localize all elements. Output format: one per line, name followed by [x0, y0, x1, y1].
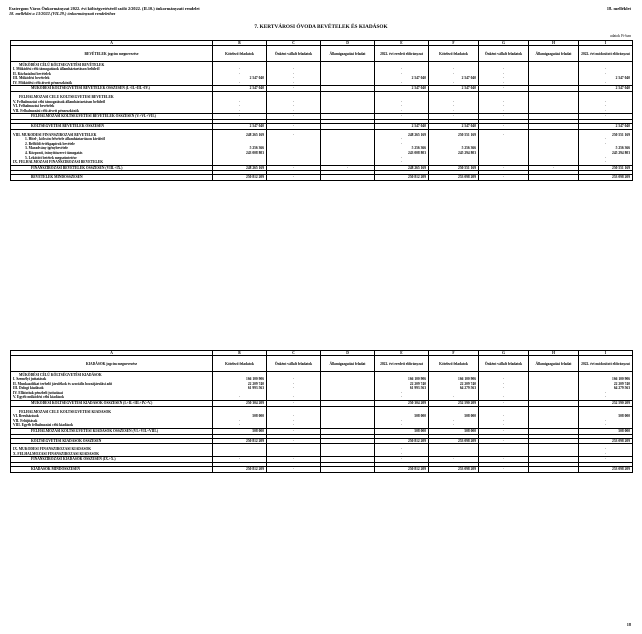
cell-value: - [375, 391, 429, 396]
cell-value: 2 547 040 [213, 86, 267, 92]
header-line-1: Esztergom Város Önkormányzat 2022. évi költségvetéséről szóló 2/2022. (II.10.) önkormányzati rendelet [9, 6, 200, 11]
column-letter: H [529, 41, 579, 46]
cell-value: - [429, 423, 479, 428]
cell-value: - [267, 175, 321, 181]
cell-value: - [267, 457, 321, 463]
row-label: KÖLTSÉGVETÉSI BEVÉTELEK ÖSSZESEN [11, 123, 213, 129]
cell-value: - [579, 67, 633, 72]
cell-value: - [479, 104, 529, 109]
row-label: MŰKÖDÉSI KÖLTSÉGVETÉSI BEVÉTELEK ÖSSZESEN (I.+II.+III.+IV.) [11, 86, 213, 92]
row-label: FELHALMOZÁSI KÖLTSÉGVETÉSI KIADÁSOK ÖSSZESEN (VI.+VII.+VIII.) [11, 428, 213, 434]
cell-value [529, 175, 579, 181]
cell-value: 22 209 740 [429, 382, 479, 387]
row-label: II. Közhatalmi bevételek [11, 72, 213, 77]
cell-value: - [213, 104, 267, 109]
cell-value: - [375, 81, 429, 86]
cell-value: - [579, 81, 633, 86]
cell-value: - [267, 67, 321, 72]
cell-value: 250 812 209 [213, 438, 267, 444]
cell-value: - [429, 419, 479, 424]
row-label: FINANSZÍROZÁSI KIADÁSOK ÖSSZESEN (IX.+X.) [11, 457, 213, 463]
cell-value: - [267, 76, 321, 81]
cell-value: - [579, 395, 633, 400]
cell-value: 253 098 209 [579, 175, 633, 181]
income-table [10, 40, 633, 181]
cell-value: 2 547 040 [579, 76, 633, 81]
cell-value: 508 000 [375, 414, 429, 419]
row-label: FINANSZÍROZÁSI BEVÉTELEK ÖSSZESEN (VIII.+IX.) [11, 165, 213, 171]
column-header: Kötelező feladatok [213, 46, 267, 62]
column-header: BEVÉTELEK jogcím megnevezése [11, 46, 213, 62]
cell-value: 2 547 040 [375, 76, 429, 81]
unit-label: adatok Ft-ban [610, 34, 631, 38]
cell-value: - [267, 165, 321, 171]
cell-value: - [375, 395, 429, 400]
row-label: 1. Hitel-, kölcsön felvétele államháztartáson kívülről [11, 137, 213, 142]
cell-value: - [579, 72, 633, 77]
cell-value: - [429, 100, 479, 105]
cell-value: - [579, 457, 633, 463]
row-label: VIII. Egyéb felhalmozási célú kiadások [11, 423, 213, 428]
cell-value: - [375, 109, 429, 114]
cell-value: - [267, 386, 321, 391]
cell-value: 250 551 169 [579, 133, 633, 138]
column-header-row [11, 46, 633, 62]
cell-value: - [479, 86, 529, 92]
cell-value: 250 304 209 [375, 400, 429, 406]
cell-value: - [267, 400, 321, 406]
cell-value: 248 265 169 [375, 133, 429, 138]
cell-value: - [529, 165, 579, 171]
cell-value: - [429, 114, 479, 120]
cell-value: - [267, 86, 321, 92]
cell-value: - [579, 156, 633, 161]
column-header: Kötelező feladatok [429, 46, 479, 62]
row-label: FELHALMOZÁSI CÉLÚ KÖLTSÉGVETÉSI BEVÉTELEK [11, 95, 213, 100]
cell-value: - [375, 114, 429, 120]
column-letter: G [479, 41, 529, 46]
cell-value: - [213, 457, 267, 463]
cell-value: - [479, 377, 529, 382]
cell-value: - [267, 377, 321, 382]
cell-value: - [579, 142, 633, 147]
cell-value: 250 812 209 [213, 175, 267, 181]
cell-value: 22 209 740 [213, 382, 267, 387]
cell-value: - [479, 100, 529, 105]
cell-value: 252 590 209 [429, 400, 479, 406]
row-label: VIII. MŰKÖDÉSI FINANSZÍROZÁSI BEVÉTELEK [11, 133, 213, 138]
row-label: III. Működési bevételek [11, 76, 213, 81]
cell-value: - [579, 391, 633, 396]
expense-table [10, 350, 633, 473]
column-letter: I [579, 351, 633, 356]
column-header: Kötelező feladatok [213, 356, 267, 372]
cell-value: - [479, 72, 529, 77]
column-letter: I [579, 41, 633, 46]
cell-value: - [479, 428, 529, 434]
cell-value: - [267, 104, 321, 109]
row-label: IX. MŰKÖDÉSI FINANSZÍROZÁSI KIADÁSOK [11, 447, 213, 452]
column-header: 2022. évi eredeti előirányzat [375, 356, 429, 372]
row-label: 2. Belföldi értékpapírok bevétele [11, 142, 213, 147]
column-header: 2022. évi eredeti előirányzat [375, 46, 429, 62]
cell-value: - [479, 382, 529, 387]
cell-value: - [479, 67, 529, 72]
cell-value: - [267, 438, 321, 444]
cell-value: 2 547 040 [579, 123, 633, 129]
column-letter: A [11, 351, 213, 356]
column-header: Államigazgatási feladat [529, 356, 579, 372]
cell-value: 2 547 040 [429, 86, 479, 92]
column-letter: H [529, 351, 579, 356]
cell-value: 248 265 169 [375, 165, 429, 171]
cell-value: - [579, 137, 633, 142]
row-label: KÖLTSÉGVETÉSI KIADÁSOK ÖSSZESEN [11, 438, 213, 444]
row-label: V. Egyéb működési célú kiadások [11, 395, 213, 400]
cell-value: - [375, 419, 429, 424]
row-label: KIADÁSOK MINDÖSSZESEN [11, 466, 213, 472]
cell-value: - [479, 395, 529, 400]
table-row [11, 175, 633, 181]
cell-value: 243 008 803 [213, 151, 267, 156]
cell-value: - [479, 414, 529, 419]
row-label: VII. Felújítások [11, 419, 213, 424]
column-header: 2022. évi módosított előirányzat [579, 46, 633, 62]
cell-value: - [579, 160, 633, 165]
cell-value: 508 000 [579, 428, 633, 434]
cell-value: - [267, 419, 321, 424]
appendix-ref: 18. melléklet [606, 6, 631, 11]
column-header: Államigazgatási feladat [529, 46, 579, 62]
cell-value: 5 256 366 [579, 146, 633, 151]
cell-value: 61 993 563 [375, 386, 429, 391]
cell-value: - [479, 466, 529, 472]
column-letter: E [375, 351, 429, 356]
cell-value: 2 547 040 [375, 86, 429, 92]
cell-value: - [375, 67, 429, 72]
cell-value: 22 209 740 [375, 382, 429, 387]
cell-value: - [267, 382, 321, 387]
cell-value: 2 547 040 [429, 123, 479, 129]
cell-value: - [429, 72, 479, 77]
cell-value: 250 551 169 [579, 165, 633, 171]
row-label: 5. Lekötött betétek megszüntetése [11, 156, 213, 161]
cell-value: - [479, 438, 529, 444]
column-letter: F [429, 41, 479, 46]
cell-value: - [375, 457, 429, 463]
cell-value: 253 098 209 [579, 438, 633, 444]
cell-value: 250 812 209 [375, 175, 429, 181]
cell-value: 250 551 169 [429, 165, 479, 171]
row-label: IX. FELHALMOZÁSI FINANSZÍROZÁSI BEVÉTELEK [11, 160, 213, 165]
column-letter: B [213, 351, 267, 356]
cell-value: - [267, 414, 321, 419]
cell-value: - [429, 104, 479, 109]
cell-value: 252 590 209 [579, 400, 633, 406]
cell-value: - [479, 457, 529, 463]
row-label: I. Személyi juttatások [11, 377, 213, 382]
cell-value: 508 000 [429, 414, 479, 419]
column-letter: C [267, 351, 321, 356]
cell-value: 22 209 740 [579, 382, 633, 387]
column-header: Államigazgatási feladat [321, 46, 375, 62]
cell-value: - [479, 400, 529, 406]
cell-value: - [479, 109, 529, 114]
cell-value: 253 098 209 [429, 175, 479, 181]
column-letter: B [213, 41, 267, 46]
row-label: IV. Ellátottak pénzbeli juttatásai [11, 391, 213, 396]
table-row [11, 466, 633, 472]
cell-value: 166 100 906 [213, 377, 267, 382]
column-letter: E [375, 41, 429, 46]
cell-value: 253 098 209 [429, 466, 479, 472]
cell-value: - [267, 466, 321, 472]
cell-value: 245 294 803 [429, 151, 479, 156]
cell-value: 166 100 906 [375, 377, 429, 382]
column-letter: F [429, 351, 479, 356]
cell-value: 508 000 [375, 428, 429, 434]
column-letter: D [321, 351, 375, 356]
cell-value: - [267, 109, 321, 114]
cell-value: 250 304 209 [213, 400, 267, 406]
row-label: I. Működési célú támogatások államháztartáson belülről [11, 67, 213, 72]
cell-value: 253 098 209 [579, 466, 633, 472]
row-label: IV. Működési célú átvett pénzeszközök [11, 81, 213, 86]
row-label: 3. Maradvány igénybevétele [11, 146, 213, 151]
cell-value: 5 256 366 [429, 146, 479, 151]
cell-value: - [375, 423, 429, 428]
cell-value [321, 466, 375, 472]
cell-value: - [579, 100, 633, 105]
cell-value: - [321, 165, 375, 171]
cell-value: 250 812 209 [213, 466, 267, 472]
cell-value: - [579, 423, 633, 428]
cell-value: - [429, 67, 479, 72]
cell-value: - [375, 452, 429, 457]
cell-value: - [479, 114, 529, 120]
row-label: FELHALMOZÁSI KÖLTSÉGVETÉSI BEVÉTELEK ÖSSZESEN (V.+VI.+VII.) [11, 114, 213, 120]
column-letter: A [11, 41, 213, 46]
column-header-row [11, 356, 633, 372]
cell-value: - [267, 81, 321, 86]
row-label: MŰKÖDÉSI CÉLÚ KÖLTSÉGVETÉSI KIADÁSOK [11, 372, 213, 377]
cell-value: 508 000 [213, 428, 267, 434]
row-label: 4. Központi, irányítószervi támogatás [11, 151, 213, 156]
row-label: VI. Felhalmozási bevételek [11, 104, 213, 109]
column-header: Önként vállalt feladatok [479, 356, 529, 372]
cell-value: - [213, 423, 267, 428]
cell-value: - [479, 133, 529, 138]
column-letter: C [267, 41, 321, 46]
cell-value: - [267, 395, 321, 400]
cell-value: - [375, 160, 429, 165]
cell-value: 245 294 803 [579, 151, 633, 156]
cell-value: - [579, 114, 633, 120]
cell-value: 64 279 563 [579, 386, 633, 391]
cell-value: - [579, 447, 633, 452]
cell-value: - [213, 419, 267, 424]
cell-value: - [429, 81, 479, 86]
page-title: 7. KERTVÁROSI ÓVODA BEVÉTELEK ÉS KIADÁSOK [254, 24, 388, 30]
column-letter: D [321, 41, 375, 46]
cell-value: - [375, 156, 429, 161]
cell-value: - [375, 72, 429, 77]
cell-value: 166 100 906 [429, 377, 479, 382]
row-label: VI. Beruházások [11, 414, 213, 419]
column-header: Államigazgatási feladat [321, 356, 375, 372]
row-label: V. Felhalmozási célú támogatások államháztartáson belülről [11, 100, 213, 105]
page-number: 18 [626, 622, 631, 627]
cell-value: 250 812 209 [375, 466, 429, 472]
column-header: KIADÁSOK jogcím megnevezése [11, 356, 213, 372]
column-letter: G [479, 351, 529, 356]
column-header: Önként vállalt feladatok [267, 46, 321, 62]
column-header: Kötelező feladatok [429, 356, 479, 372]
cell-value: - [267, 72, 321, 77]
cell-value: - [479, 386, 529, 391]
cell-value: 64 279 563 [429, 386, 479, 391]
cell-value: - [375, 447, 429, 452]
cell-value: - [579, 104, 633, 109]
cell-value: - [213, 67, 267, 72]
cell-value: - [213, 395, 267, 400]
cell-value: 2 547 040 [213, 123, 267, 129]
cell-value: 508 000 [213, 414, 267, 419]
cell-value: - [213, 109, 267, 114]
cell-value: - [375, 100, 429, 105]
row-label: II. Munkaadókat terhelő járulékok és szociális hozzájárulási adó [11, 382, 213, 387]
cell-value: - [429, 457, 479, 463]
cell-value: 166 100 906 [579, 377, 633, 382]
cell-value: 248 265 169 [213, 165, 267, 171]
cell-value: - [579, 109, 633, 114]
cell-value: - [213, 114, 267, 120]
cell-value: 243 008 803 [375, 151, 429, 156]
cell-value: - [429, 109, 479, 114]
cell-value: - [479, 419, 529, 424]
cell-value: - [213, 81, 267, 86]
cell-value: 508 000 [579, 414, 633, 419]
cell-value [529, 466, 579, 472]
cell-value: 5 256 366 [375, 146, 429, 151]
cell-value: 508 000 [429, 428, 479, 434]
cell-value: - [375, 104, 429, 109]
cell-value: - [479, 165, 529, 171]
cell-value: - [375, 142, 429, 147]
cell-value: 61 993 563 [213, 386, 267, 391]
cell-value: - [479, 123, 529, 129]
cell-value: - [267, 114, 321, 120]
header-line-2: 18. melléklet a 13/2022.(VII.29.) önkormányzati rendelethez [9, 11, 116, 17]
cell-value: 5 256 366 [213, 146, 267, 151]
cell-value: - [479, 175, 529, 181]
cell-value: 248 265 169 [213, 133, 267, 138]
cell-value: 2 547 040 [429, 76, 479, 81]
document-header [9, 6, 200, 17]
row-label: III. Dologi kiadások [11, 386, 213, 391]
row-label: MŰKÖDÉSI KÖLTSÉGVETÉSI KIADÁSOK ÖSSZESEN (I.+II.+III.+IV.+V.) [11, 400, 213, 406]
cell-value: 250 551 169 [429, 133, 479, 138]
row-label: FELHALMOZÁSI CÉLÚ KÖLTSÉGVETÉSI KIADÁSOK [11, 410, 213, 415]
cell-value: - [479, 81, 529, 86]
cell-value: 250 812 209 [375, 438, 429, 444]
cell-value: - [267, 133, 321, 138]
column-header: Önként vállalt feladatok [267, 356, 321, 372]
cell-value: - [579, 452, 633, 457]
cell-value: 253 098 209 [429, 438, 479, 444]
cell-value: - [429, 395, 479, 400]
cell-value: - [579, 419, 633, 424]
cell-value: - [267, 428, 321, 434]
cell-value: 2 547 040 [579, 86, 633, 92]
cell-value: - [267, 123, 321, 129]
cell-value [321, 175, 375, 181]
cell-value: - [213, 72, 267, 77]
cell-value: 2 547 040 [375, 123, 429, 129]
cell-value: - [375, 137, 429, 142]
cell-value: - [267, 423, 321, 428]
cell-value: - [213, 100, 267, 105]
row-label: X. FELHALMOZÁSI FINANSZÍROZÁSI KIADÁSOK [11, 452, 213, 457]
cell-value: - [479, 76, 529, 81]
cell-value: 2 547 040 [213, 76, 267, 81]
row-label: BEVÉTELEK MINDÖSSZESEN [11, 175, 213, 181]
cell-value: - [479, 423, 529, 428]
column-header: Önként vállalt feladatok [479, 46, 529, 62]
column-header: 2022. évi módosított előirányzat [579, 356, 633, 372]
row-label: VII. Felhalmozási célú átvett pénzeszközök [11, 109, 213, 114]
row-label: MŰKÖDÉSI CÉLÚ KÖLTSEGVETÉSI BEVÉTELEK [11, 62, 213, 67]
cell-value: - [267, 100, 321, 105]
